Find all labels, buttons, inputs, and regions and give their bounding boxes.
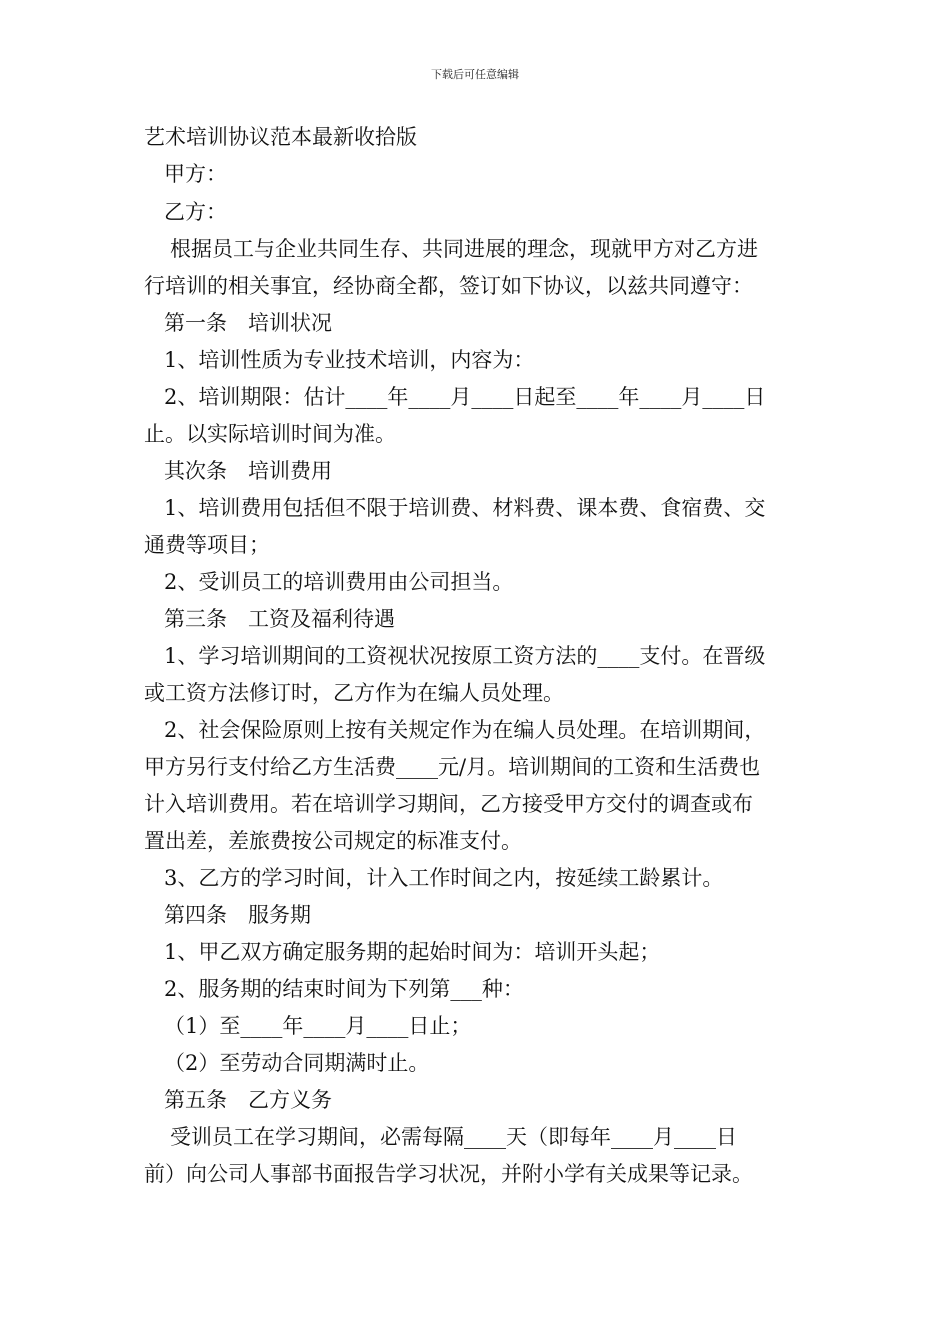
article-heading: 第五条 乙方义务 [164, 1088, 332, 1112]
clause-line: 3、乙方的学习时间，计入工作时间之内，按延续工龄累计。 [164, 866, 724, 890]
clause-line: 或工资方法修订时，乙方作为在编人员处理。 [144, 681, 564, 705]
intro-line: 根据员工与企业共同生存、共同进展的理念，现就甲方对乙方进 [170, 237, 758, 261]
clause-line: 2、受训员工的培训费用由公司担当。 [164, 570, 514, 594]
clause-line: 止。以实际培训时间为准。 [144, 422, 396, 446]
document-title: 艺术培训协议范本最新收拾版 [144, 125, 417, 149]
clause-line: （1）至____年____月____日止； [164, 1014, 472, 1038]
clause-line: 1、培训费用包括但不限于培训费、材料费、课本费、食宿费、交 [164, 496, 766, 520]
clause-line: 受训员工在学习期间，必需每隔____天（即每年____月____日 [170, 1125, 737, 1149]
clause-line: 前）向公司人事部书面报告学习状况，并附小学有关成果等记录。 [144, 1162, 753, 1186]
clause-line: 计入培训费用。若在培训学习期间，乙方接受甲方交付的调查或布 [144, 792, 753, 816]
article-heading: 第一条 培训状况 [164, 311, 332, 335]
clause-line: 1、培训性质为专业技术培训，内容为： [164, 348, 535, 372]
party-b-line: 乙方： [164, 200, 227, 224]
article-heading: 其次条 培训费用 [164, 459, 332, 483]
clause-line: 通费等项目； [144, 533, 270, 557]
article-heading: 第三条 工资及福利待遇 [164, 607, 395, 631]
clause-line: 1、学习培训期间的工资视状况按原工资方法的____支付。在晋级 [164, 644, 766, 668]
intro-line: 行培训的相关事宜，经协商全都，签订如下协议，以兹共同遵守： [144, 274, 753, 298]
clause-line: 2、培训期限：估计____年____月____日起至____年____月____日 [164, 385, 766, 409]
clause-line: （2）至劳动合同期满时止。 [164, 1051, 430, 1075]
page-header: 下载后可任意编辑 [431, 68, 519, 81]
clause-line: 2、社会保险原则上按有关规定作为在编人员处理。在培训期间， [164, 718, 766, 742]
clause-line: 甲方另行支付给乙方生活费____元/月。培训期间的工资和生活费也 [144, 755, 761, 779]
clause-line: 2、服务期的结束时间为下列第___种： [164, 977, 524, 1001]
clause-line: 置出差，差旅费按公司规定的标准支付。 [144, 829, 522, 853]
article-heading: 第四条 服务期 [164, 903, 311, 927]
party-a-line: 甲方： [164, 162, 227, 186]
clause-line: 1、甲乙双方确定服务期的起始时间为：培训开头起； [164, 940, 661, 964]
